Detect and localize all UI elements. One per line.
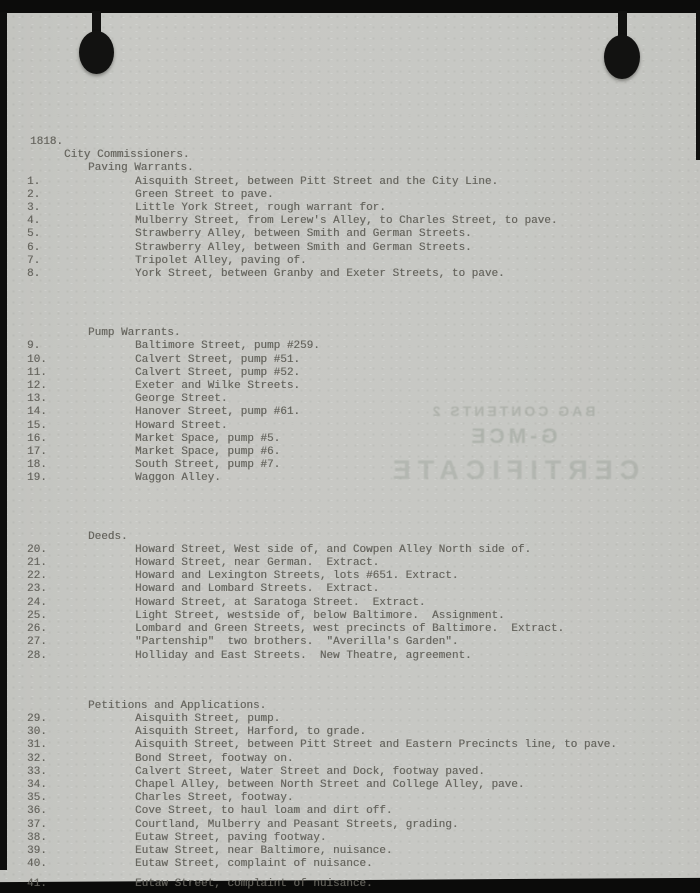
list-item <box>0 779 700 792</box>
item-text: South Street, pump #7. <box>135 459 281 472</box>
document-sections <box>0 162 700 891</box>
list-item <box>0 228 700 241</box>
list-item <box>0 583 700 596</box>
item-number: 41. <box>27 878 47 891</box>
list-item <box>0 215 700 228</box>
document-section <box>0 327 700 485</box>
item-text: Market Space, pump #6. <box>135 446 281 459</box>
item-number: 14. <box>27 406 47 419</box>
list-item <box>0 544 700 557</box>
list-item <box>0 726 700 739</box>
list-item <box>0 570 700 583</box>
list-item <box>0 623 700 636</box>
item-number: 18. <box>27 459 47 472</box>
list-item <box>0 472 700 485</box>
list-item <box>0 832 700 845</box>
item-number: 15. <box>27 419 47 432</box>
list-item <box>0 610 700 623</box>
item-number: 40. <box>27 858 47 871</box>
item-text: Howard Street, at Saratoga Street. Extract. <box>135 596 426 609</box>
item-text: Green Street to pave. <box>135 188 274 201</box>
list-item <box>0 650 700 663</box>
item-text: Baltimore Street, pump #259. <box>135 340 320 353</box>
item-text: Holliday and East Streets. New Theatre, agreement. <box>135 649 472 662</box>
list-item <box>0 819 700 832</box>
item-text: Strawberry Alley, between Smith and German Streets. <box>135 228 472 241</box>
item-text: York Street, between Granby and Exeter Streets, to pave. <box>135 268 505 281</box>
list-item <box>0 446 700 459</box>
list-item <box>0 805 700 818</box>
item-text: Calvert Street, Water Street and Dock, footway paved. <box>135 765 485 778</box>
fastener-hole-right <box>604 35 640 79</box>
item-number: 5. <box>27 228 41 241</box>
list-item <box>0 845 700 858</box>
item-number: 37. <box>27 818 47 831</box>
item-number: 10. <box>27 353 47 366</box>
item-number: 23. <box>27 583 47 596</box>
list-item <box>0 597 700 610</box>
item-text: Courtland, Mulberry and Peasant Streets, grading. <box>135 818 459 831</box>
item-text: Aisquith Street, between Pitt Street and the City Line. <box>135 175 499 188</box>
bleed-through-line: CERTIFICATE <box>385 455 640 485</box>
list-item <box>0 380 700 393</box>
typewritten-document <box>0 136 700 892</box>
section-heading: Deeds. <box>88 530 128 543</box>
item-text: Howard and Lexington Streets, lots #651. Extract. <box>135 570 459 583</box>
item-number: 11. <box>27 366 47 379</box>
list-item <box>0 354 700 367</box>
item-text: "Partenship" two brothers. "Averilla's Garden". <box>135 636 459 649</box>
scan-edge-top <box>0 0 700 13</box>
item-text: Exeter and Wilke Streets. <box>135 380 301 393</box>
list-item <box>0 636 700 649</box>
item-number: 17. <box>27 446 47 459</box>
item-text: Mulberry Street, from Lerew's Alley, to Charles Street, to pave. <box>135 215 558 228</box>
item-number: 25. <box>27 609 47 622</box>
section-heading: Paving Warrants. <box>88 162 194 175</box>
item-text: Tripolet Alley, paving of. <box>135 254 307 267</box>
item-number: 33. <box>27 765 47 778</box>
item-number: 35. <box>27 792 47 805</box>
item-number: 12. <box>27 380 47 393</box>
list-item <box>0 766 700 779</box>
list-item <box>0 878 700 891</box>
item-text: Hanover Street, pump #61. <box>135 406 301 419</box>
item-number: 27. <box>27 636 47 649</box>
item-text: Little York Street, rough warrant for. <box>135 202 386 215</box>
list-item <box>0 393 700 406</box>
item-number: 39. <box>27 844 47 857</box>
item-number: 34. <box>27 778 47 791</box>
item-text: Light Street, westside of, below Baltimore. Assignment. <box>135 609 505 622</box>
item-number: 1. <box>27 175 41 188</box>
section-heading: Petitions and Applications. <box>88 699 267 712</box>
item-number: 8. <box>27 268 41 281</box>
item-text: Eutaw Street, near Baltimore, nuisance. <box>135 844 393 857</box>
item-number: 6. <box>27 241 41 254</box>
list-item <box>0 242 700 255</box>
list-item <box>0 202 700 215</box>
item-number: 7. <box>27 254 41 267</box>
list-item <box>0 420 700 433</box>
document-section <box>0 531 700 663</box>
list-item <box>0 753 700 766</box>
item-number: 21. <box>27 557 47 570</box>
item-text: Bond Street, footway on. <box>135 752 294 765</box>
item-number: 32. <box>27 752 47 765</box>
list-item <box>0 367 700 380</box>
item-number: 36. <box>27 805 47 818</box>
list-item <box>0 340 700 353</box>
item-text: George Street. <box>135 393 228 406</box>
list-item <box>0 268 700 281</box>
list-item <box>0 459 700 472</box>
item-text: Charles Street, footway. <box>135 792 294 805</box>
item-text: Lombard and Green Streets, west precincts of Baltimore. Extract. <box>135 623 565 636</box>
item-text: Eutaw Street, complaint of nuisance. <box>135 878 373 891</box>
fastener-hole-left <box>79 31 114 74</box>
item-number: 26. <box>27 623 47 636</box>
document-year: 1818. <box>30 136 64 148</box>
item-text: Howard Street, near German. Extract. <box>135 557 380 570</box>
document-title: City Commissioners. <box>64 149 190 162</box>
item-text: Eutaw Street, paving footway. <box>135 831 327 844</box>
document-section <box>0 162 700 281</box>
item-text: Howard and Lombard Streets. Extract. <box>135 583 380 596</box>
item-number: 4. <box>27 215 41 228</box>
document-section <box>0 700 700 892</box>
bleed-through-line: BAG CONTENTS 2 <box>429 403 596 419</box>
item-text: Chapel Alley, between North Street and College Alley, pave. <box>135 778 525 791</box>
item-text: Howard Street, West side of, and Cowpen Alley North side of. <box>135 543 532 556</box>
item-number: 2. <box>27 188 41 201</box>
item-text: Cove Street, to haul loam and dirt off. <box>135 805 393 818</box>
item-number: 38. <box>27 831 47 844</box>
list-item <box>0 792 700 805</box>
item-text: Calvert Street, pump #52. <box>135 366 301 379</box>
item-text: Aisquith Street, between Pitt Street and Eastern Precincts line, to pave. <box>135 739 617 752</box>
item-number: 30. <box>27 726 47 739</box>
item-number: 29. <box>27 712 47 725</box>
list-item <box>0 176 700 189</box>
item-number: 31. <box>27 739 47 752</box>
item-number: 9. <box>27 340 41 353</box>
section-heading: Pump Warrants. <box>88 327 181 340</box>
item-text: Eutaw Street, complaint of nuisance. <box>135 858 373 871</box>
item-number: 24. <box>27 596 47 609</box>
item-number: 3. <box>27 202 41 215</box>
item-text: Strawberry Alley, between Smith and German Streets. <box>135 241 472 254</box>
list-item <box>0 189 700 202</box>
list-item <box>0 739 700 752</box>
item-text: Aisquith Street, Harford, to grade. <box>135 726 367 739</box>
item-text: Calvert Street, pump #51. <box>135 353 301 366</box>
list-item <box>0 858 700 871</box>
list-item <box>0 406 700 419</box>
item-text: Waggon Alley. <box>135 472 221 485</box>
item-number: 13. <box>27 393 47 406</box>
item-number: 28. <box>27 649 47 662</box>
list-item <box>0 433 700 446</box>
item-text: Market Space, pump #5. <box>135 432 281 445</box>
list-item <box>0 557 700 570</box>
item-text: Aisquith Street, pump. <box>135 712 281 725</box>
list-item <box>0 713 700 726</box>
item-number: 19. <box>27 472 47 485</box>
list-item <box>0 255 700 268</box>
item-number: 20. <box>27 543 47 556</box>
item-number: 22. <box>27 570 47 583</box>
item-number: 16. <box>27 432 47 445</box>
item-text: Howard Street. <box>135 419 228 432</box>
bleed-through-line: G-MCE <box>467 425 558 448</box>
